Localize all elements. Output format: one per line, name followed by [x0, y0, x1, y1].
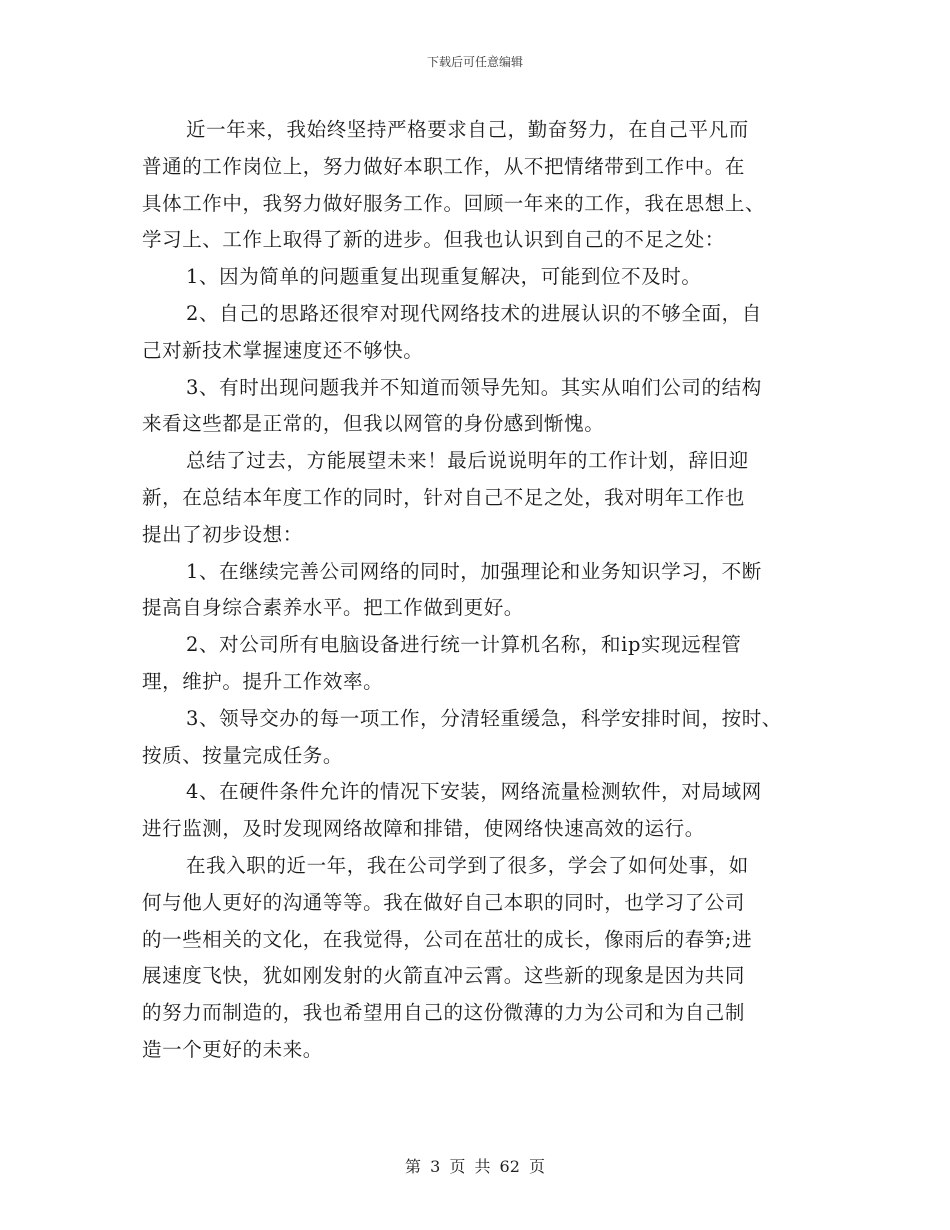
text-line: 在我入职的近一年，我在公司学到了很多，学会了如何处事，如	[186, 853, 749, 877]
text-line: 2、自己的思路还很窄对现代网络技术的进展认识的不够全面，自	[186, 301, 762, 325]
page-header: 下载后可任意编辑	[426, 55, 523, 69]
text-line: 普通的工作岗位上，努力做好本职工作，从不把情绪带到工作中。在	[142, 154, 746, 178]
text-line: 的一些相关的文化，在我觉得，公司在茁壮的成长，像雨后的春笋;进	[142, 927, 753, 951]
text-line: 4、在硬件条件允许的情况下安装，网络流量检测软件，对局域网	[186, 780, 762, 804]
text-line: 学习上、工作上取得了新的进步。但我也认识到自己的不足之处：	[142, 228, 725, 252]
text-line: 3、有时出现问题我并不知道而领导先知。其实从咱们公司的结构	[186, 375, 762, 399]
text-line: 的努力而制造的，我也希望用自己的这份微薄的力为公司和为自己制	[142, 1001, 746, 1025]
text-line: 总结了过去，方能展望未来！最后说说明年的工作计划，辞旧迎	[186, 449, 749, 473]
text-line: 造一个更好的未来。	[142, 1037, 323, 1061]
text-line: 展速度飞快，犹如刚发射的火箭直冲云霄。这些新的现象是因为共同	[142, 964, 746, 988]
text-line: 2、对公司所有电脑设备进行统一计算机名称，和ip实现远程管	[186, 633, 742, 657]
text-line: 进行监测，及时发现网络故障和排错，使网络快速高效的运行。	[142, 817, 705, 841]
text-line: 来看这些都是正常的，但我以网管的身份感到惭愧。	[142, 412, 605, 436]
page-number: 第 3 页 共 62 页	[405, 1157, 545, 1176]
text-line: 近一年来，我始终坚持严格要求自己，勤奋努力，在自己平凡而	[186, 118, 749, 141]
text-line: 提出了初步设想：	[142, 522, 303, 546]
text-line: 何与他人更好的沟通等等。我在做好自己本职的同时，也学习了公司	[142, 890, 746, 914]
text-line: 新，在总结本年度工作的同时，针对自己不足之处，我对明年工作也	[142, 485, 746, 509]
document-body	[142, 112, 842, 1069]
text-line: 具体工作中，我努力做好服务工作。回顾一年来的工作，我在思想上、	[142, 191, 766, 215]
text-line: 1、在继续完善公司网络的同时，加强理论和业务知识学习，不断	[186, 559, 762, 583]
text-line: 3、领导交办的每一项工作，分清轻重缓急，科学安排时间，按时、	[186, 706, 782, 730]
text-line: 1、因为简单的问题重复出现重复解决，可能到位不及时。	[186, 265, 702, 289]
text-line: 理，维护。提升工作效率。	[142, 669, 384, 693]
text-line: 按质、按量完成任务。	[142, 743, 344, 767]
text-line: 己对新技术掌握速度还不够快。	[142, 338, 424, 362]
text-line: 提高自身综合素养水平。把工作做到更好。	[142, 596, 524, 620]
